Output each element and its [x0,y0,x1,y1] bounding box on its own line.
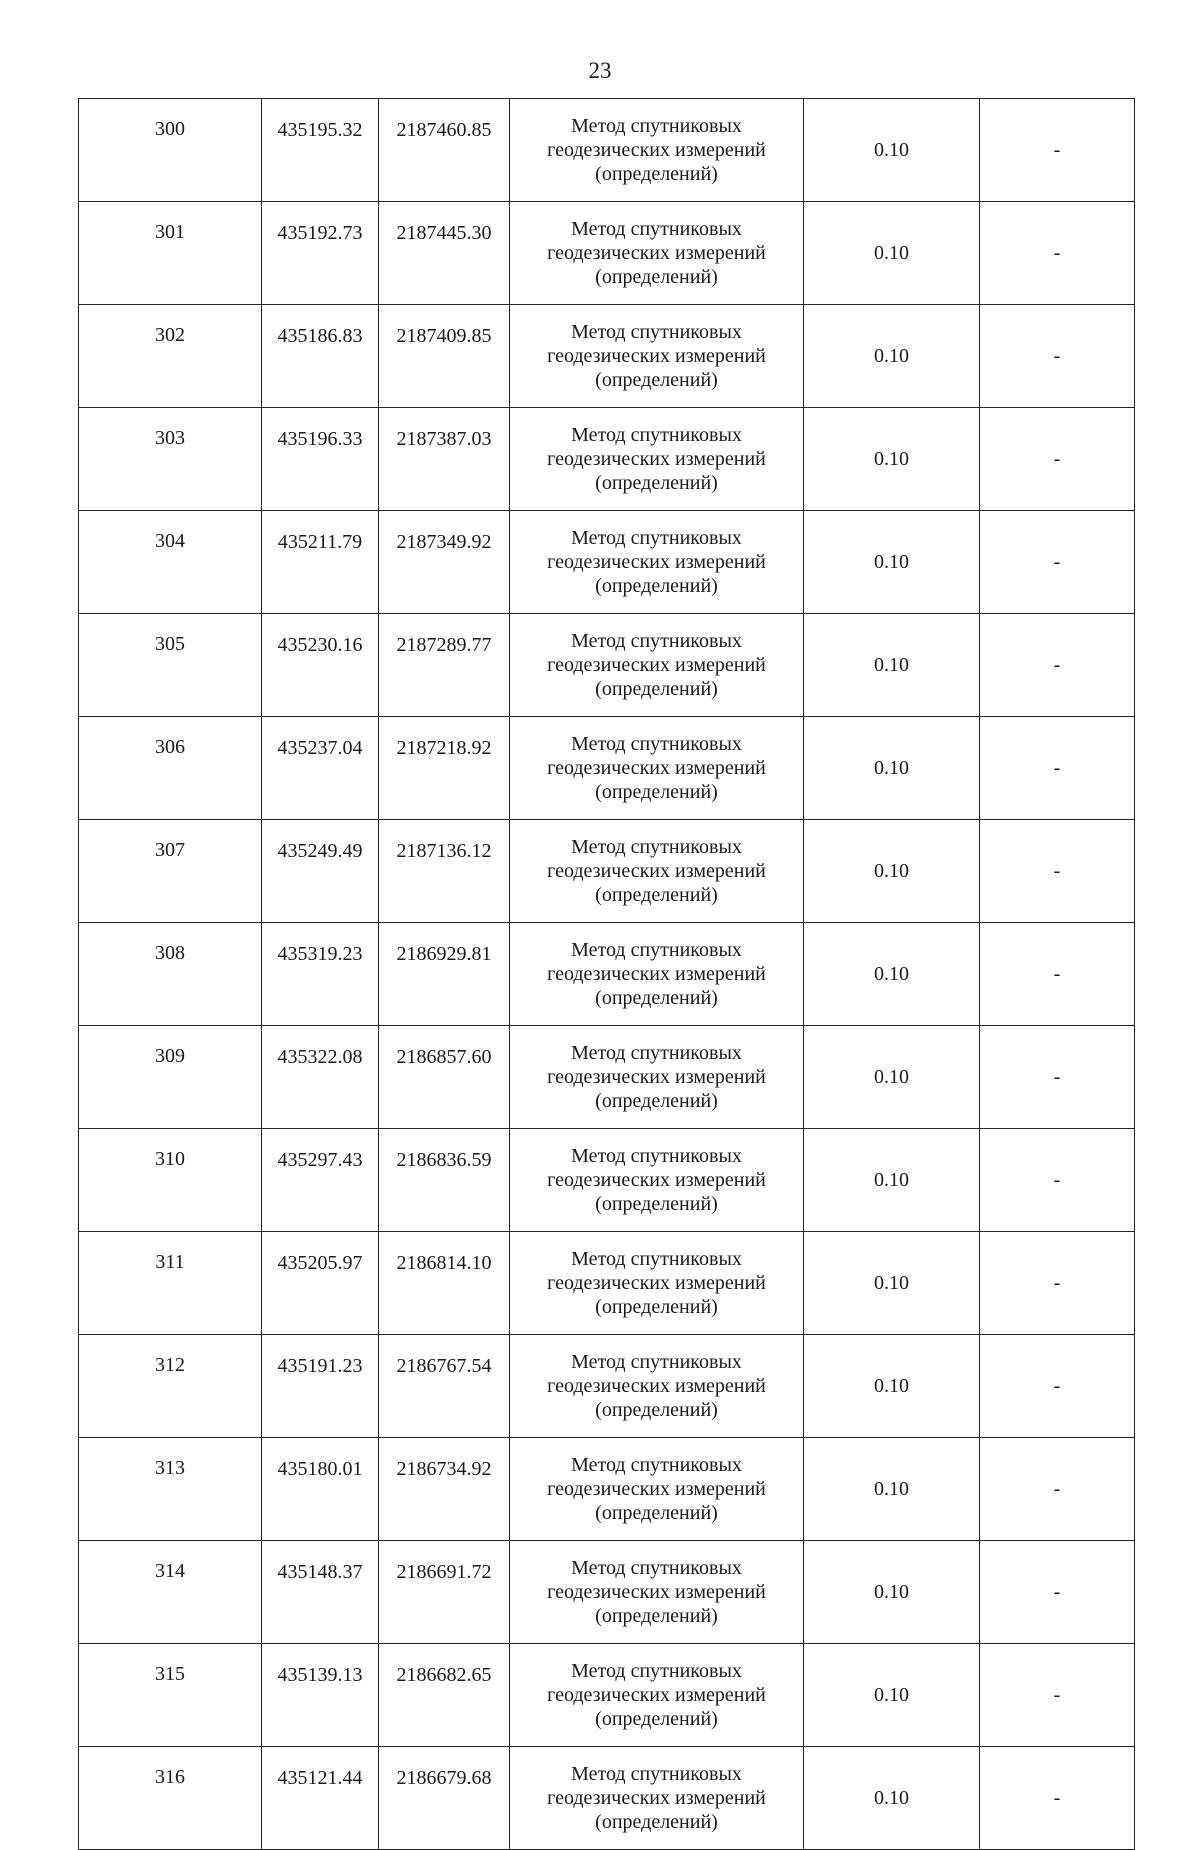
method-line: Метод спутниковых [571,630,742,652]
method-line: геодезических измерений [547,1787,766,1809]
y-coordinate-cell: 2187387.03 [379,408,510,511]
table-row [79,408,1135,511]
x-coordinate-cell: 435322.08 [262,1026,379,1129]
accuracy-cell: 0.10 [804,1026,980,1129]
method-cell [510,1644,804,1747]
y-coordinate-cell: 2186836.59 [379,1129,510,1232]
x-coordinate-cell: 435139.13 [262,1644,379,1747]
accuracy-cell: 0.10 [804,1335,980,1438]
point-number-cell: 301 [79,202,262,305]
note-cell: - [980,717,1135,820]
method-cell [510,1232,804,1335]
y-coordinate-cell: 2186857.60 [379,1026,510,1129]
method-line: (определений) [595,1502,718,1524]
y-coordinate-cell: 2186734.92 [379,1438,510,1541]
accuracy-cell: 0.10 [804,1644,980,1747]
method-line: Метод спутниковых [571,836,742,858]
coordinates-table-body [79,99,1135,1850]
method-cell [510,614,804,717]
method-line: (определений) [595,1605,718,1627]
accuracy-cell: 0.10 [804,717,980,820]
note-cell: - [980,1541,1135,1644]
method-cell [510,1026,804,1129]
y-coordinate-cell: 2186814.10 [379,1232,510,1335]
point-number-cell: 309 [79,1026,262,1129]
method-line: (определений) [595,575,718,597]
accuracy-cell: 0.10 [804,1438,980,1541]
method-cell [510,202,804,305]
y-coordinate-cell: 2187460.85 [379,99,510,202]
method-line: (определений) [595,472,718,494]
method-line: Метод спутниковых [571,321,742,343]
note-cell: - [980,614,1135,717]
table-row [79,1747,1135,1850]
x-coordinate-cell: 435211.79 [262,511,379,614]
method-line: (определений) [595,987,718,1009]
note-cell: - [980,1232,1135,1335]
method-line: геодезических измерений [547,1169,766,1191]
table-row [79,717,1135,820]
method-line: (определений) [595,266,718,288]
x-coordinate-cell: 435205.97 [262,1232,379,1335]
coordinates-table [78,98,1135,1850]
point-number-cell: 316 [79,1747,262,1850]
method-line: Метод спутниковых [571,218,742,240]
method-cell [510,1129,804,1232]
method-line: (определений) [595,1090,718,1112]
point-number-cell: 303 [79,408,262,511]
method-line: Метод спутниковых [571,1351,742,1373]
table-row [79,1541,1135,1644]
method-line: геодезических измерений [547,1272,766,1294]
note-cell: - [980,1747,1135,1850]
method-line: Метод спутниковых [571,1145,742,1167]
table-row [79,1438,1135,1541]
method-line: Метод спутниковых [571,1557,742,1579]
method-line: Метод спутниковых [571,1660,742,1682]
method-line: Метод спутниковых [571,527,742,549]
point-number-cell: 308 [79,923,262,1026]
table-row [79,1644,1135,1747]
point-number-cell: 312 [79,1335,262,1438]
accuracy-cell: 0.10 [804,614,980,717]
method-line: (определений) [595,1811,718,1833]
method-cell [510,1747,804,1850]
accuracy-cell: 0.10 [804,923,980,1026]
method-line: (определений) [595,884,718,906]
method-cell [510,717,804,820]
note-cell: - [980,99,1135,202]
accuracy-cell: 0.10 [804,1232,980,1335]
method-cell [510,1335,804,1438]
accuracy-cell: 0.10 [804,1541,980,1644]
method-line: (определений) [595,781,718,803]
method-cell [510,305,804,408]
method-line: геодезических измерений [547,860,766,882]
point-number-cell: 305 [79,614,262,717]
accuracy-cell: 0.10 [804,820,980,923]
point-number-cell: 300 [79,99,262,202]
table-row [79,1129,1135,1232]
y-coordinate-cell: 2187445.30 [379,202,510,305]
method-line: геодезических измерений [547,1478,766,1500]
method-line: геодезических измерений [547,757,766,779]
y-coordinate-cell: 2186679.68 [379,1747,510,1850]
point-number-cell: 315 [79,1644,262,1747]
method-line: геодезических измерений [547,654,766,676]
page-number: 23 [588,58,612,83]
method-cell [510,1541,804,1644]
x-coordinate-cell: 435195.32 [262,99,379,202]
y-coordinate-cell: 2187136.12 [379,820,510,923]
method-line: (определений) [595,1399,718,1421]
method-line: Метод спутниковых [571,1248,742,1270]
table-row [79,511,1135,614]
table-row [79,1335,1135,1438]
y-coordinate-cell: 2186691.72 [379,1541,510,1644]
table-row [79,1232,1135,1335]
y-coordinate-cell: 2186929.81 [379,923,510,1026]
note-cell: - [980,1644,1135,1747]
x-coordinate-cell: 435249.49 [262,820,379,923]
table-row [79,305,1135,408]
y-coordinate-cell: 2186767.54 [379,1335,510,1438]
method-line: (определений) [595,1708,718,1730]
note-cell: - [980,923,1135,1026]
accuracy-cell: 0.10 [804,99,980,202]
accuracy-cell: 0.10 [804,511,980,614]
x-coordinate-cell: 435191.23 [262,1335,379,1438]
x-coordinate-cell: 435148.37 [262,1541,379,1644]
method-line: Метод спутниковых [571,115,742,137]
method-line: (определений) [595,369,718,391]
x-coordinate-cell: 435121.44 [262,1747,379,1850]
x-coordinate-cell: 435186.83 [262,305,379,408]
accuracy-cell: 0.10 [804,1129,980,1232]
y-coordinate-cell: 2186682.65 [379,1644,510,1747]
point-number-cell: 306 [79,717,262,820]
method-line: геодезических измерений [547,1684,766,1706]
method-line: геодезических измерений [547,1375,766,1397]
accuracy-cell: 0.10 [804,202,980,305]
note-cell: - [980,408,1135,511]
method-line: Метод спутниковых [571,424,742,446]
point-number-cell: 302 [79,305,262,408]
method-line: геодезических измерений [547,139,766,161]
y-coordinate-cell: 2187349.92 [379,511,510,614]
point-number-cell: 313 [79,1438,262,1541]
x-coordinate-cell: 435237.04 [262,717,379,820]
method-line: геодезических измерений [547,551,766,573]
method-line: Метод спутниковых [571,733,742,755]
table-row [79,820,1135,923]
method-line: Метод спутниковых [571,1454,742,1476]
note-cell: - [980,202,1135,305]
y-coordinate-cell: 2187409.85 [379,305,510,408]
x-coordinate-cell: 435196.33 [262,408,379,511]
note-cell: - [980,305,1135,408]
table-row [79,923,1135,1026]
method-line: (определений) [595,163,718,185]
x-coordinate-cell: 435319.23 [262,923,379,1026]
point-number-cell: 314 [79,1541,262,1644]
table-row [79,614,1135,717]
method-cell [510,923,804,1026]
method-cell [510,1438,804,1541]
point-number-cell: 310 [79,1129,262,1232]
x-coordinate-cell: 435180.01 [262,1438,379,1541]
note-cell: - [980,1129,1135,1232]
method-line: (определений) [595,1193,718,1215]
method-line: Метод спутниковых [571,1763,742,1785]
note-cell: - [980,820,1135,923]
method-line: геодезических измерений [547,1581,766,1603]
method-line: (определений) [595,678,718,700]
method-line: геодезических измерений [547,963,766,985]
point-number-cell: 307 [79,820,262,923]
method-cell [510,408,804,511]
method-line: Метод спутниковых [571,939,742,961]
accuracy-cell: 0.10 [804,305,980,408]
accuracy-cell: 0.10 [804,408,980,511]
table-row [79,202,1135,305]
point-number-cell: 304 [79,511,262,614]
method-line: геодезических измерений [547,448,766,470]
point-number-cell: 311 [79,1232,262,1335]
method-line: геодезических измерений [547,1066,766,1088]
accuracy-cell: 0.10 [804,1747,980,1850]
note-cell: - [980,1026,1135,1129]
method-cell [510,511,804,614]
note-cell: - [980,511,1135,614]
x-coordinate-cell: 435230.16 [262,614,379,717]
method-cell [510,99,804,202]
x-coordinate-cell: 435297.43 [262,1129,379,1232]
table-row [79,1026,1135,1129]
y-coordinate-cell: 2187218.92 [379,717,510,820]
method-line: геодезических измерений [547,345,766,367]
table-row [79,99,1135,202]
y-coordinate-cell: 2187289.77 [379,614,510,717]
method-line: Метод спутниковых [571,1042,742,1064]
method-line: геодезических измерений [547,242,766,264]
note-cell: - [980,1438,1135,1541]
method-cell [510,820,804,923]
x-coordinate-cell: 435192.73 [262,202,379,305]
note-cell: - [980,1335,1135,1438]
method-line: (определений) [595,1296,718,1318]
